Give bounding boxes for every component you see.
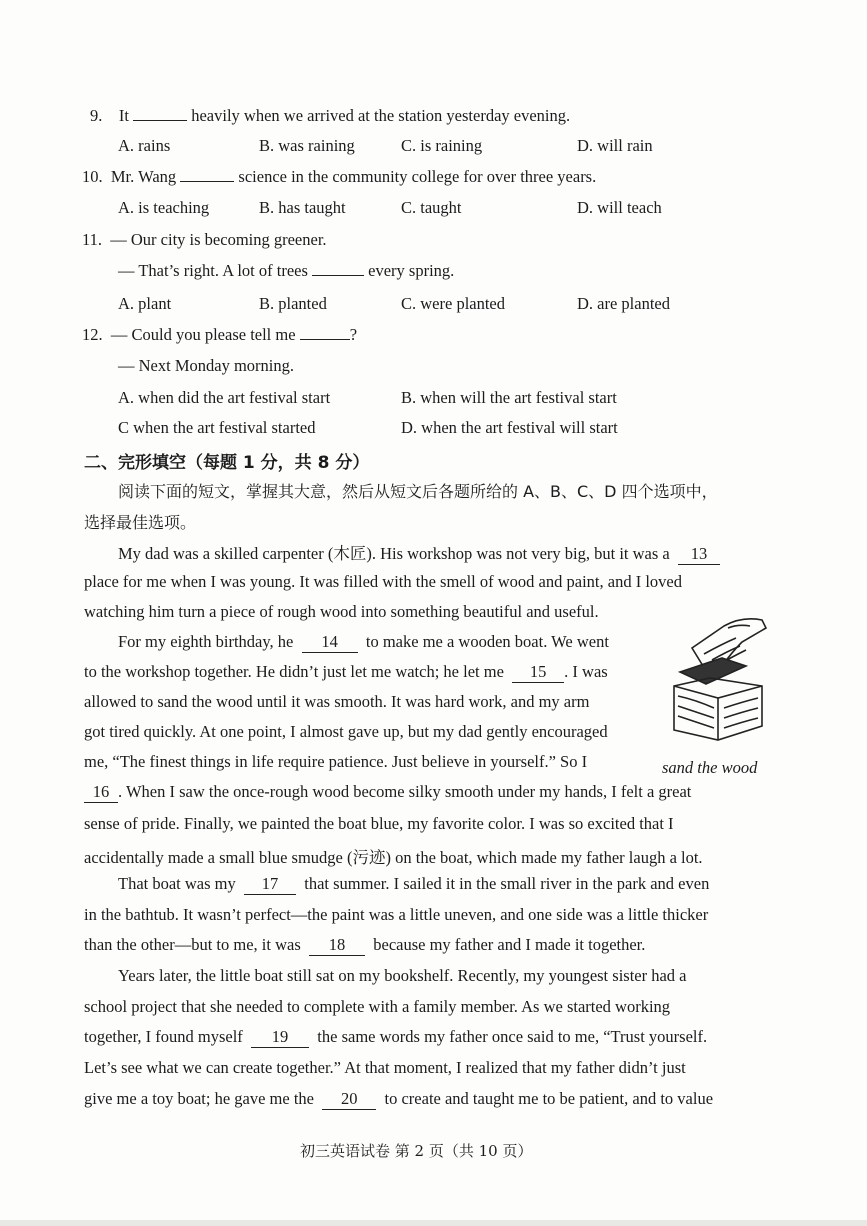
- question-9: [90, 106, 570, 126]
- option-d: D. will teach: [577, 198, 662, 217]
- passage-line: place for me when I was young. It was filled with the smell of wood and paint, and I loved: [84, 572, 682, 591]
- section-heading: 二、完形填空（每题 1 分，共 8 分）: [84, 453, 370, 473]
- option-b: B. was raining: [259, 136, 355, 155]
- question-number: 11.: [82, 230, 103, 249]
- option-b: B. planted: [259, 294, 327, 313]
- passage-text: to the workshop together. He didn’t just let me watch; he let me: [84, 662, 504, 681]
- question-number: 9.: [90, 106, 103, 125]
- question-text: science in the community college for over three years.: [238, 167, 597, 186]
- blank-20: 20: [322, 1089, 376, 1110]
- dialogue-line: — Next Monday morning.: [118, 356, 294, 375]
- section-instructions: 阅读下面的短文，掌握其大意，然后从短文后各题所给的 A、B、C、D 四个选项中，: [118, 482, 718, 501]
- passage-text: that summer. I sailed it in the small river in the park and even: [304, 874, 710, 893]
- passage-line: [84, 782, 691, 803]
- option-b: B. when will the art festival start: [401, 388, 617, 407]
- blank-19: 19: [251, 1027, 309, 1048]
- passage-text: . When I saw the once-rough wood become silky smooth under my hands, I felt a great: [118, 782, 692, 801]
- blank-16: 16: [84, 782, 118, 803]
- question-number: 12.: [82, 325, 103, 344]
- passage-line: accidentally made a small blue smudge (污迹) on the boat, which made my father laugh a lot.: [84, 848, 703, 867]
- passage-line: allowed to sand the wood until it was smooth. It was hard work, and my arm: [84, 692, 590, 711]
- dialogue-line: — Our city is becoming greener.: [110, 230, 327, 249]
- passage-text: For my eighth birthday, he: [118, 632, 294, 651]
- passage-line: [118, 874, 709, 895]
- passage-text: than the other—but to me, it was: [84, 935, 301, 954]
- passage-text: That boat was my: [118, 874, 236, 893]
- question-text: Mr. Wang: [110, 167, 177, 186]
- passage-line: in the bathtub. It wasn’t perfect—the paint was a little uneven, and one side was a little thicker: [84, 905, 709, 924]
- page-edge: [0, 1220, 867, 1226]
- sanding-hand-illustration: [662, 608, 768, 746]
- passage-text: to create and taught me to be patient, and to value: [384, 1089, 714, 1108]
- dialogue-text: every spring.: [368, 261, 455, 280]
- passage-line: sense of pride. Finally, we painted the boat blue, my favorite color. I was so excited that I: [84, 814, 674, 833]
- answer-blank: [180, 167, 234, 182]
- option-a: A. rains: [118, 136, 171, 155]
- passage-line: [84, 662, 608, 683]
- dialogue-text: — Could you please tell me: [110, 325, 296, 344]
- passage-line: school project that she needed to complete with a family member. As we started working: [84, 997, 671, 1016]
- passage-line: Years later, the little boat still sat on my bookshelf. Recently, my youngest sister had a: [118, 966, 687, 985]
- blank-13: 13: [678, 544, 720, 565]
- passage-text: My dad was a skilled carpenter (木匠). His workshop was not very big, but it was a: [118, 544, 670, 563]
- passage-line: me, “The finest things in life require patience. Just believe in yourself.” So I: [84, 752, 588, 771]
- passage-text: to make me a wooden boat. We went: [365, 632, 609, 651]
- question-12: [82, 325, 357, 345]
- question-10: [82, 167, 596, 187]
- dialogue-text: ?: [349, 325, 358, 344]
- passage-line: [84, 1027, 707, 1048]
- option-a: A. plant: [118, 294, 172, 313]
- option-b: B. has taught: [259, 198, 346, 217]
- option-c: C when the art festival started: [118, 418, 316, 437]
- passage-line: Let’s see what we can create together.” At that moment, I realized that my father didn’t just: [84, 1058, 686, 1077]
- option-c: C. were planted: [401, 294, 506, 313]
- option-c: C. is raining: [401, 136, 483, 155]
- passage-text: the same words my father once said to me, “Trust yourself.: [317, 1027, 708, 1046]
- option-d: D. will rain: [577, 136, 653, 155]
- passage-text: together, I found myself: [84, 1027, 243, 1046]
- passage-text: . I was: [564, 662, 608, 681]
- option-a: A. is teaching: [118, 198, 210, 217]
- passage-line: [84, 1089, 713, 1110]
- option-d: D. when the art festival will start: [401, 418, 618, 437]
- passage-line: watching him turn a piece of rough wood into something beautiful and useful.: [84, 602, 599, 621]
- page-footer: 初三英语试卷 第 2 页（共 10 页）: [300, 1142, 533, 1160]
- answer-blank: [133, 106, 187, 121]
- blank-14: 14: [302, 632, 358, 653]
- passage-line: [118, 632, 609, 653]
- option-c: C. taught: [401, 198, 462, 217]
- section-instructions: 选择最佳选项。: [84, 513, 197, 532]
- passage-line: got tired quickly. At one point, I almost gave up, but my dad gently encouraged: [84, 722, 608, 741]
- answer-blank: [300, 325, 350, 340]
- blank-17: 17: [244, 874, 296, 895]
- passage-text: because my father and I made it together.: [373, 935, 646, 954]
- answer-blank: [312, 261, 364, 276]
- question-number: 10.: [82, 167, 103, 186]
- passage-text: give me a toy boat; he gave me the: [84, 1089, 315, 1108]
- question-11: [82, 230, 327, 250]
- image-caption: sand the wood: [662, 758, 758, 777]
- question-text: heavily when we arrived at the station yesterday evening.: [191, 106, 571, 125]
- passage-line: [118, 540, 720, 565]
- blank-15: 15: [512, 662, 564, 683]
- option-a: A. when did the art festival start: [118, 388, 331, 407]
- option-d: D. are planted: [577, 294, 670, 313]
- blank-18: 18: [309, 935, 365, 956]
- dialogue-text: — That’s right. A lot of trees: [118, 261, 308, 280]
- question-text: It: [118, 106, 129, 125]
- passage-line: [84, 935, 645, 956]
- dialogue-line: [118, 261, 454, 281]
